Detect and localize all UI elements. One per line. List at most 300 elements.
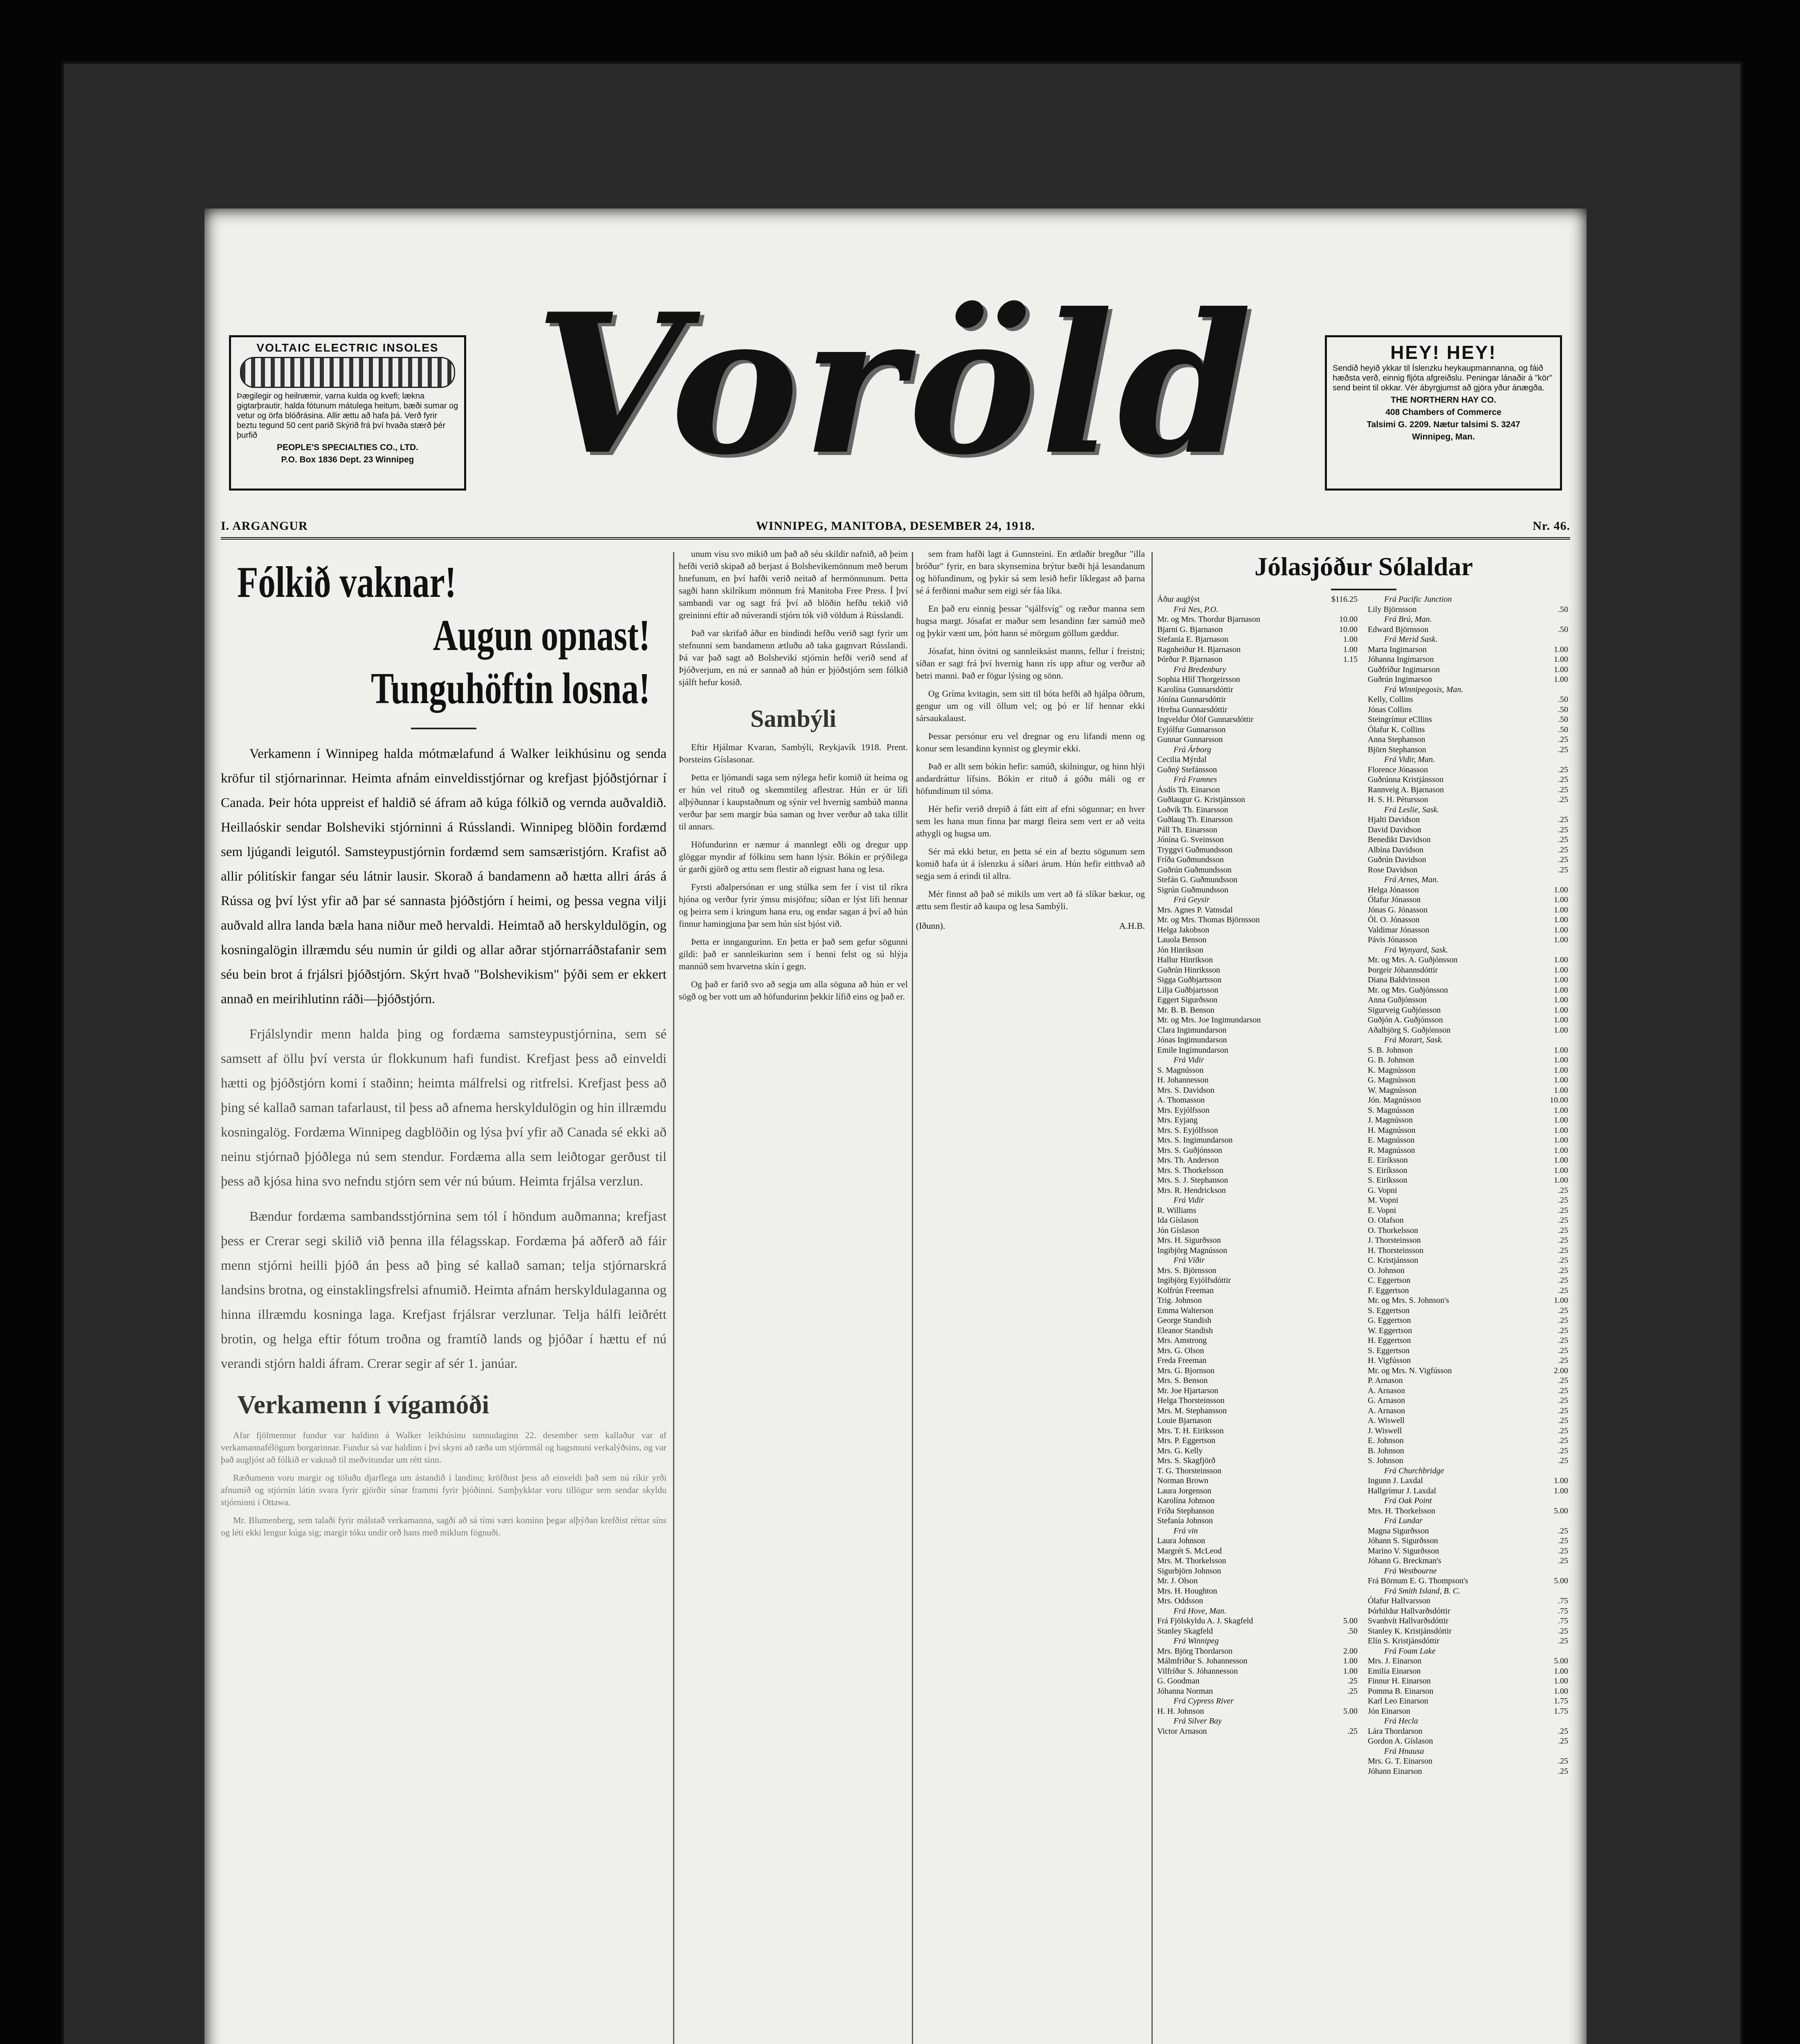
article-paragraph: Og Gríma kvitagin, sem sitt til bóta hefði að hjálpa öðrum, gengur um og vill öllum vel; og þó er líf hennar ekki sársaukalaust. xyxy=(916,688,1145,723)
donation-entry xyxy=(1157,1646,1358,1656)
donation-entry xyxy=(1368,1145,1568,1156)
donation-entry xyxy=(1368,1576,1568,1586)
donation-entry xyxy=(1157,725,1358,735)
donation-amount: .25 xyxy=(1558,1306,1568,1315)
donor-name: Páll Th. Einarsson xyxy=(1157,825,1217,834)
donation-amount xyxy=(1355,1446,1358,1456)
donation-entry xyxy=(1157,685,1358,695)
donor-name: Sigrún Guðmundsson xyxy=(1157,885,1228,894)
donation-amount: 1.00 xyxy=(1554,1666,1568,1676)
donation-amount: .25 xyxy=(1558,1766,1568,1776)
donation-entry xyxy=(1368,865,1568,875)
donation-amount xyxy=(1355,1596,1358,1606)
donation-amount xyxy=(1355,1316,1358,1326)
donation-amount: .25 xyxy=(1558,1737,1568,1746)
donor-name: Guðfríður Ingimarson xyxy=(1368,665,1440,674)
donor-name: Þorgeir Jóhannsdóttir xyxy=(1368,965,1438,975)
donation-amount: .25 xyxy=(1558,1326,1568,1335)
donor-name: Victor Arnason xyxy=(1157,1726,1207,1736)
donor-name: Mrs. S. Ingimundarson xyxy=(1157,1136,1233,1145)
donation-entry xyxy=(1368,1356,1568,1366)
donation-amount: 1.00 xyxy=(1343,1656,1358,1665)
donation-entry xyxy=(1157,1586,1358,1596)
donation-entry xyxy=(1368,1275,1568,1286)
donation-amount: .25 xyxy=(1558,815,1568,824)
donor-name: Mr. J. Olson xyxy=(1157,1576,1198,1585)
donor-name: Eyjólfur Gunnarsson xyxy=(1157,725,1226,734)
donation-entry xyxy=(1368,925,1568,935)
donation-entry xyxy=(1368,715,1568,725)
donor-name: Frá Merid Sask. xyxy=(1384,635,1438,644)
donation-amount xyxy=(1566,1586,1568,1596)
donation-location-header xyxy=(1368,805,1568,815)
donor-name: Ólafur Jónasson xyxy=(1368,895,1421,904)
ad-left-company: PEOPLE'S SPECIALTIES CO., LTD. xyxy=(276,443,419,452)
donor-name: Helga Thorsteinsson xyxy=(1157,1396,1225,1405)
donation-amount xyxy=(1355,1516,1358,1526)
donor-name: Trig. Johnson xyxy=(1157,1296,1202,1305)
donor-name: Tryggvi Guðmundsson xyxy=(1157,845,1233,854)
donor-name: Frá Silver Bay xyxy=(1174,1717,1222,1726)
donation-amount: .25 xyxy=(1558,1536,1568,1545)
donation-entry xyxy=(1368,915,1568,925)
donation-entry xyxy=(1368,725,1568,735)
donor-name: Finnur H. Einarson xyxy=(1368,1676,1431,1685)
donor-name: Karolína Gunnarsdóttir xyxy=(1157,685,1234,694)
donation-entry xyxy=(1157,975,1358,985)
donation-entry xyxy=(1157,1676,1358,1686)
article-paragraph: Mr. Blumenberg, sem talaði fyrir málstað verkamanna, sagði að sá tími væri kominn þegar alþýðan krefðist réttar síns og léti ekki lengur kúga sig; margir tóku undir orð hans með miklum fögnuði. xyxy=(221,1515,667,1537)
list-title-divider xyxy=(1331,589,1396,590)
article-paragraph: Afar fjölmennur fundur var haldinn á Walker leikhúsinu sunnudaginn 22. desember sem kallaður var af verkamannafélögum borgarinnar. Fundur sá var haldinn í því skyni að ræða um stjórnmál og hagsmuni verkalýðsins, og var það augljóst að fólkið er vaknað til meðvitundar um rétt sinn. xyxy=(221,1430,667,1465)
donor-name: Mrs. G. Kelly xyxy=(1157,1446,1203,1455)
donation-entry xyxy=(1368,1336,1568,1346)
donor-name: H. Vigfússon xyxy=(1368,1356,1411,1365)
donation-amount xyxy=(1355,915,1358,925)
donation-amount xyxy=(1355,1356,1358,1366)
donation-entry xyxy=(1157,845,1358,855)
donation-amount: .25 xyxy=(1558,1206,1568,1215)
donation-amount: .25 xyxy=(1558,1416,1568,1425)
donation-amount: .25 xyxy=(1558,1186,1568,1195)
donation-amount xyxy=(1355,1406,1358,1416)
donation-amount xyxy=(1566,1646,1568,1656)
donation-amount: .25 xyxy=(1558,1757,1568,1766)
donation-amount xyxy=(1355,1376,1358,1386)
donor-name: Jón Gíslason xyxy=(1157,1226,1199,1235)
donor-name: Magna Sigurðsson xyxy=(1368,1526,1429,1535)
donation-amount: .50 xyxy=(1558,705,1568,714)
donation-amount: .25 xyxy=(1558,1266,1568,1275)
donation-amount: .25 xyxy=(1558,1386,1568,1395)
donor-name: Hjalti Davidson xyxy=(1368,815,1420,824)
donation-entry xyxy=(1368,795,1568,805)
donation-amount: .50 xyxy=(1347,1626,1358,1636)
donor-name: Steingrímur eCllins xyxy=(1368,715,1432,724)
donation-entry xyxy=(1368,1366,1568,1376)
donation-entry xyxy=(1368,665,1568,675)
donation-amount: .25 xyxy=(1347,1726,1358,1736)
donation-amount: .25 xyxy=(1558,785,1568,794)
donor-name: J. Thorsteinsson xyxy=(1368,1236,1421,1245)
donation-entry xyxy=(1368,1386,1568,1396)
donor-name: Mrs. S. J. Stephanson xyxy=(1157,1176,1228,1185)
donation-entry xyxy=(1157,1295,1358,1306)
donation-amount xyxy=(1566,685,1568,695)
donation-entry xyxy=(1157,1085,1358,1096)
donor-name: Kelly, Collins xyxy=(1368,695,1413,704)
donation-amount: 1.00 xyxy=(1554,645,1568,654)
donor-name: Jóhann Einarson xyxy=(1368,1766,1422,1776)
donor-name: Aðalbjörg S. Guðjónsson xyxy=(1368,1025,1451,1035)
donor-name: Benedikt Davidson xyxy=(1368,835,1431,844)
donor-name: H. H. Johnson xyxy=(1157,1706,1204,1716)
donation-amount: 1.00 xyxy=(1554,1025,1568,1035)
donor-name: Ólafur K. Collins xyxy=(1368,725,1425,734)
donation-amount xyxy=(1355,1155,1358,1165)
donation-entry xyxy=(1368,1025,1568,1035)
donation-entry xyxy=(1368,1606,1568,1616)
donor-name: Jóhanna Ingimarson xyxy=(1368,655,1434,664)
donor-name: E. Magnússon xyxy=(1368,1136,1415,1145)
donor-name: K. Magnússon xyxy=(1368,1065,1416,1075)
ad-left-heading: VOLTAIC ELECTRIC INSOLES xyxy=(256,341,439,354)
donation-amount: 1.00 xyxy=(1554,1296,1568,1305)
donation-amount xyxy=(1355,855,1358,865)
donation-amount: .25 xyxy=(1558,1626,1568,1636)
donor-name: Mrs. Oddsson xyxy=(1157,1596,1203,1605)
newspaper-title-block xyxy=(483,270,1308,499)
donation-entry xyxy=(1157,1115,1358,1125)
donation-amount xyxy=(1355,1346,1358,1356)
donation-amount xyxy=(1355,1295,1358,1306)
donor-name: Eleanor Standish xyxy=(1157,1326,1213,1335)
donation-entry xyxy=(1368,1135,1568,1145)
donation-entry xyxy=(1157,1666,1358,1676)
donor-name: Guðrún Ingimarson xyxy=(1368,675,1432,684)
donation-entry xyxy=(1368,1426,1568,1436)
donor-name: Mrs. J. Einarson xyxy=(1368,1656,1422,1665)
article-paragraph: Og það er farið svo að segja um alla söguna að hún er vel sögð og ber vott um að höfundurinn þekkir lífið eins og það er. xyxy=(679,979,908,1002)
subheading-verkamenn: Verkamenn í vígamóði xyxy=(237,1390,489,1419)
donation-location-header xyxy=(1368,685,1568,695)
donation-amount xyxy=(1355,1266,1358,1276)
donation-entry xyxy=(1157,1065,1358,1076)
donation-list-title: Jólasjóður Sólaldar xyxy=(1255,552,1473,581)
donation-amount xyxy=(1355,1386,1358,1396)
article-paragraph: Jósafat, hinn óvitni og sannleiksást manns, fellur í freistni; síðan er sagt frá því hvernig hann rís upp aftur og verður að betri manni. Það er fögur lýsing og sönn. xyxy=(916,646,1145,681)
donation-amount: 2.00 xyxy=(1554,1366,1568,1375)
donor-name: S. Eggertson xyxy=(1368,1346,1410,1355)
donation-entry xyxy=(1157,945,1358,955)
donation-entry xyxy=(1157,965,1358,975)
donation-amount: .75 xyxy=(1558,1606,1568,1616)
donor-name: Anna Guðjónsson xyxy=(1368,995,1427,1004)
donation-amount: 1.00 xyxy=(1554,1486,1568,1495)
donation-amount: 1.00 xyxy=(1554,1076,1568,1085)
donation-entry xyxy=(1368,1696,1568,1706)
donation-entry xyxy=(1368,845,1568,855)
donation-amount: .25 xyxy=(1558,1456,1568,1465)
donation-amount xyxy=(1355,1115,1358,1125)
donor-name: Málmfríður S. Johannesson xyxy=(1157,1656,1248,1665)
ad-right-address2: Talsimi G. 2209. Nætur talsimi S. 3247 xyxy=(1367,420,1520,429)
donor-name: J. Wiswell xyxy=(1368,1426,1402,1435)
donation-amount: $116.25 xyxy=(1331,595,1358,604)
donation-amount xyxy=(1355,1065,1358,1076)
donation-amount: 1.00 xyxy=(1554,935,1568,944)
donation-amount: .25 xyxy=(1558,1316,1568,1325)
donor-name: Gunnar Gunnarsson xyxy=(1157,735,1223,744)
donation-entry xyxy=(1157,1726,1358,1737)
donation-amount xyxy=(1355,1135,1358,1145)
donor-name: Frá Hove, Man. xyxy=(1174,1606,1226,1616)
donation-entry xyxy=(1368,1676,1568,1686)
donation-entry xyxy=(1368,1326,1568,1336)
donation-entry xyxy=(1368,1616,1568,1626)
donor-name: Eggert Sigurðsson xyxy=(1157,995,1218,1004)
donation-entry xyxy=(1368,654,1568,665)
donation-entry xyxy=(1368,1486,1568,1496)
donation-amount xyxy=(1355,1105,1358,1116)
donor-name: Stanley Skagfeld xyxy=(1157,1626,1213,1636)
donation-amount xyxy=(1566,945,1568,955)
donor-name: Helga Jónasson xyxy=(1368,885,1419,894)
donation-entry xyxy=(1157,645,1358,655)
donor-name: Frá Brú, Man. xyxy=(1384,615,1432,624)
donor-name: Gordon A. Gíslason xyxy=(1368,1737,1433,1746)
donor-name: Sigga Guðbjartsson xyxy=(1157,975,1222,984)
ad-northern-hay xyxy=(1325,335,1562,491)
donor-name: Mrs. S. Eyjólfsson xyxy=(1157,1125,1218,1135)
donor-name: Lilja Guðbjartsson xyxy=(1157,985,1219,995)
donor-name: Edward Björnsson xyxy=(1368,625,1429,634)
donation-amount: .25 xyxy=(1558,1356,1568,1365)
donation-entry xyxy=(1368,1626,1568,1636)
column-rule xyxy=(673,552,674,2044)
donor-name: G. Goodman xyxy=(1157,1676,1200,1685)
donor-name: T. G. Thorsteinsson xyxy=(1157,1466,1222,1475)
donor-name: Frá Pacific Junction xyxy=(1384,595,1452,604)
donation-amount xyxy=(1355,905,1358,915)
donation-amount: 1.00 xyxy=(1343,645,1358,654)
donor-name: Mr. og Mrs. S. Johnson's xyxy=(1368,1296,1449,1305)
signoff-source: (Iðunn). xyxy=(916,921,945,931)
donation-entry xyxy=(1368,1255,1568,1266)
donation-location-header xyxy=(1157,1195,1358,1206)
donation-amount: 2.00 xyxy=(1343,1646,1358,1656)
donation-entry xyxy=(1157,1616,1358,1626)
donation-amount xyxy=(1566,1716,1568,1726)
donation-entry xyxy=(1368,1075,1568,1085)
donation-amount xyxy=(1566,1496,1568,1506)
donation-entry xyxy=(1368,1416,1568,1426)
donation-amount xyxy=(1355,1215,1358,1226)
donation-entry xyxy=(1157,925,1358,935)
donation-entry xyxy=(1368,745,1568,755)
article-paragraph: Það er allt sem bókin hefir: samúð, skilningur, og hinn hlýi andardráttur lífsins. Bókin er rituð á góðu máli og er höfundinum til sóma. xyxy=(916,761,1145,796)
donation-location-header xyxy=(1157,1526,1358,1536)
donor-name: Mr. og Mrs. Thomas Björnsson xyxy=(1157,915,1260,924)
donation-amount xyxy=(1355,1526,1358,1536)
donation-entry xyxy=(1368,1215,1568,1226)
donation-amount: 1.00 xyxy=(1554,895,1568,904)
donor-name: Mrs. G. Bjornson xyxy=(1157,1366,1215,1375)
donation-amount: .25 xyxy=(1558,865,1568,874)
donation-amount: 1.00 xyxy=(1554,905,1568,914)
donation-amount xyxy=(1355,825,1358,835)
donor-name: Mrs. T. H. Eiriksson xyxy=(1157,1426,1224,1435)
donation-entry xyxy=(1368,965,1568,975)
donation-amount: 5.00 xyxy=(1554,1656,1568,1665)
donation-list-column xyxy=(1157,548,1570,2044)
donation-amount xyxy=(1355,1556,1358,1566)
donation-entry xyxy=(1157,1536,1358,1546)
donation-amount xyxy=(1355,885,1358,895)
donor-name: Karl Leo Einarson xyxy=(1368,1697,1428,1706)
donation-amount: 1.00 xyxy=(1554,1686,1568,1696)
donation-entry xyxy=(1368,695,1568,705)
donation-entry xyxy=(1368,815,1568,825)
donation-amount: 1.00 xyxy=(1554,665,1568,674)
donation-amount: 1.00 xyxy=(1554,1085,1568,1095)
donor-name: G. Magnússon xyxy=(1368,1076,1416,1085)
donor-name: Jónína Gunnarsdóttir xyxy=(1157,695,1226,704)
donation-entry xyxy=(1157,855,1358,865)
ad-right-heading: HEY! HEY! xyxy=(1390,342,1497,363)
donor-name: H. Eggertson xyxy=(1368,1336,1411,1345)
donation-amount xyxy=(1355,1005,1358,1015)
donation-entry xyxy=(1157,594,1358,605)
article-paragraph: Þessar persónur eru vel dregnar og eru lifandi menn og konur sem lesandinn kynnist og gleymir ekki. xyxy=(916,731,1145,753)
donor-name: Guðjón A. Guðjónsson xyxy=(1368,1015,1443,1024)
donor-name: Áður auglýst xyxy=(1157,595,1200,604)
donation-list-left xyxy=(1157,594,1358,1736)
donation-entry xyxy=(1157,1546,1358,1556)
donor-name: Emile Ingimundarson xyxy=(1157,1045,1228,1055)
donor-name: G. Vopni xyxy=(1368,1186,1397,1195)
donation-entry xyxy=(1157,995,1358,1005)
donation-amount: .25 xyxy=(1558,1556,1568,1565)
donor-name: Mrs. Eyjang xyxy=(1157,1116,1198,1125)
donation-amount xyxy=(1355,1636,1358,1646)
donation-amount xyxy=(1355,975,1358,985)
donor-name: Guðný Stefánsson xyxy=(1157,765,1217,774)
donation-amount: .25 xyxy=(1558,795,1568,804)
donation-entry xyxy=(1157,1186,1358,1196)
donor-name: Mrs. S. Björnsson xyxy=(1157,1266,1216,1275)
donation-entry xyxy=(1157,1686,1358,1697)
donation-location-header xyxy=(1368,1586,1568,1596)
donor-name: Vilfríður S. Jóhannesson xyxy=(1157,1666,1238,1676)
donor-name: Mrs. S. Skagfjörð xyxy=(1157,1456,1216,1465)
donation-amount xyxy=(1355,1416,1358,1426)
donation-amount: .25 xyxy=(1558,735,1568,744)
donor-name: Karolína Johnson xyxy=(1157,1496,1215,1505)
donation-entry xyxy=(1368,1706,1568,1717)
donor-name: Pávis Jónasson xyxy=(1368,935,1417,944)
donation-amount xyxy=(1355,965,1358,975)
donation-amount xyxy=(1355,925,1358,935)
donor-name: Frá Vidir xyxy=(1174,1056,1204,1065)
donation-entry xyxy=(1157,1165,1358,1176)
donor-name: Valdimar Jónasson xyxy=(1368,925,1430,935)
donation-entry xyxy=(1157,1145,1358,1156)
donation-entry xyxy=(1157,1336,1358,1346)
donor-name: P. Arnason xyxy=(1368,1376,1403,1385)
donation-entry xyxy=(1368,1195,1568,1206)
donation-entry xyxy=(1368,1686,1568,1697)
donation-entry xyxy=(1368,1546,1568,1556)
donation-entry xyxy=(1157,805,1358,815)
donor-name: Ásdís Th. Einarson xyxy=(1157,785,1220,794)
donor-name: J. Magnússon xyxy=(1368,1116,1413,1125)
donation-entry xyxy=(1157,1175,1358,1186)
donation-amount: .25 xyxy=(1558,1286,1568,1295)
donation-entry xyxy=(1157,825,1358,835)
donor-name: Frá Börnum E. G. Thompson's xyxy=(1368,1576,1468,1585)
donor-name: E. Johnson xyxy=(1368,1436,1404,1445)
donor-name: S. Eiríksson xyxy=(1368,1176,1407,1185)
donation-amount: 1.00 xyxy=(1554,1136,1568,1145)
donation-entry xyxy=(1157,1075,1358,1085)
donor-name: H. Thorsteinsson xyxy=(1368,1246,1424,1255)
article-paragraph: Höfundurinn er næmur á mannlegt eðli og dregur upp glöggar myndir af fólkinu sem hann lýsir. Bókin er prýðilega úr garði gjörð og ættu sem flestir að eignast hana og lesa. xyxy=(679,839,908,874)
donor-name: Jón Hinrikson xyxy=(1157,945,1203,955)
donation-entry xyxy=(1157,1235,1358,1246)
donation-entry xyxy=(1368,855,1568,865)
donation-amount xyxy=(1355,1606,1358,1616)
donation-entry xyxy=(1368,885,1568,895)
donor-name: Frá Hecla xyxy=(1384,1717,1418,1726)
newspaper-page xyxy=(204,208,1587,2044)
donation-entry xyxy=(1157,815,1358,825)
donation-entry xyxy=(1157,735,1358,745)
donation-entry xyxy=(1157,1386,1358,1396)
donation-amount: .25 xyxy=(1558,1526,1568,1535)
donation-amount: .50 xyxy=(1558,625,1568,634)
donor-name: Mr. og Mrs. Guðjónsson xyxy=(1368,985,1448,995)
donation-entry xyxy=(1368,1105,1568,1116)
donation-entry xyxy=(1157,1706,1358,1717)
donation-entry xyxy=(1157,1556,1358,1566)
donor-name: Pomma B. Einarson xyxy=(1368,1686,1434,1696)
donor-name: S. Eggertson xyxy=(1368,1306,1410,1315)
donation-amount: 1.00 xyxy=(1554,915,1568,924)
donation-amount: .25 xyxy=(1558,825,1568,834)
donation-amount: .25 xyxy=(1558,775,1568,784)
donation-location-header xyxy=(1368,1496,1568,1506)
donation-entry xyxy=(1368,1636,1568,1646)
donor-name: Ingibjörg Magnússon xyxy=(1157,1246,1228,1255)
donor-name: Ingunn J. Laxdal xyxy=(1368,1476,1423,1485)
sambyli-heading: Sambýli xyxy=(750,705,837,732)
donation-entry xyxy=(1157,1286,1358,1296)
ad-right-company: THE NORTHERN HAY CO. xyxy=(1391,395,1496,405)
headline-divider xyxy=(411,728,476,729)
donation-amount: 10.00 xyxy=(1550,1096,1568,1105)
donation-amount: .25 xyxy=(1558,1376,1568,1385)
donor-name: Frá Vidir xyxy=(1174,1196,1204,1205)
donation-amount xyxy=(1566,1516,1568,1526)
donor-name: Frá Fjölskyldu A. J. Skagfeld xyxy=(1157,1616,1253,1625)
donation-amount xyxy=(1355,685,1358,695)
donor-name: Mrs. S. Davidson xyxy=(1157,1085,1215,1095)
article-paragraph: Hér hefir verið drepið á fátt eitt af efni sögunnar; en hver sem les hana mun finna þar margt fleira sem vert er að veita athygli og hugsa um. xyxy=(916,804,1145,838)
donor-name: Diana Baldvinsson xyxy=(1368,975,1430,984)
donation-entry xyxy=(1157,1275,1358,1286)
column-rule xyxy=(912,552,913,2044)
